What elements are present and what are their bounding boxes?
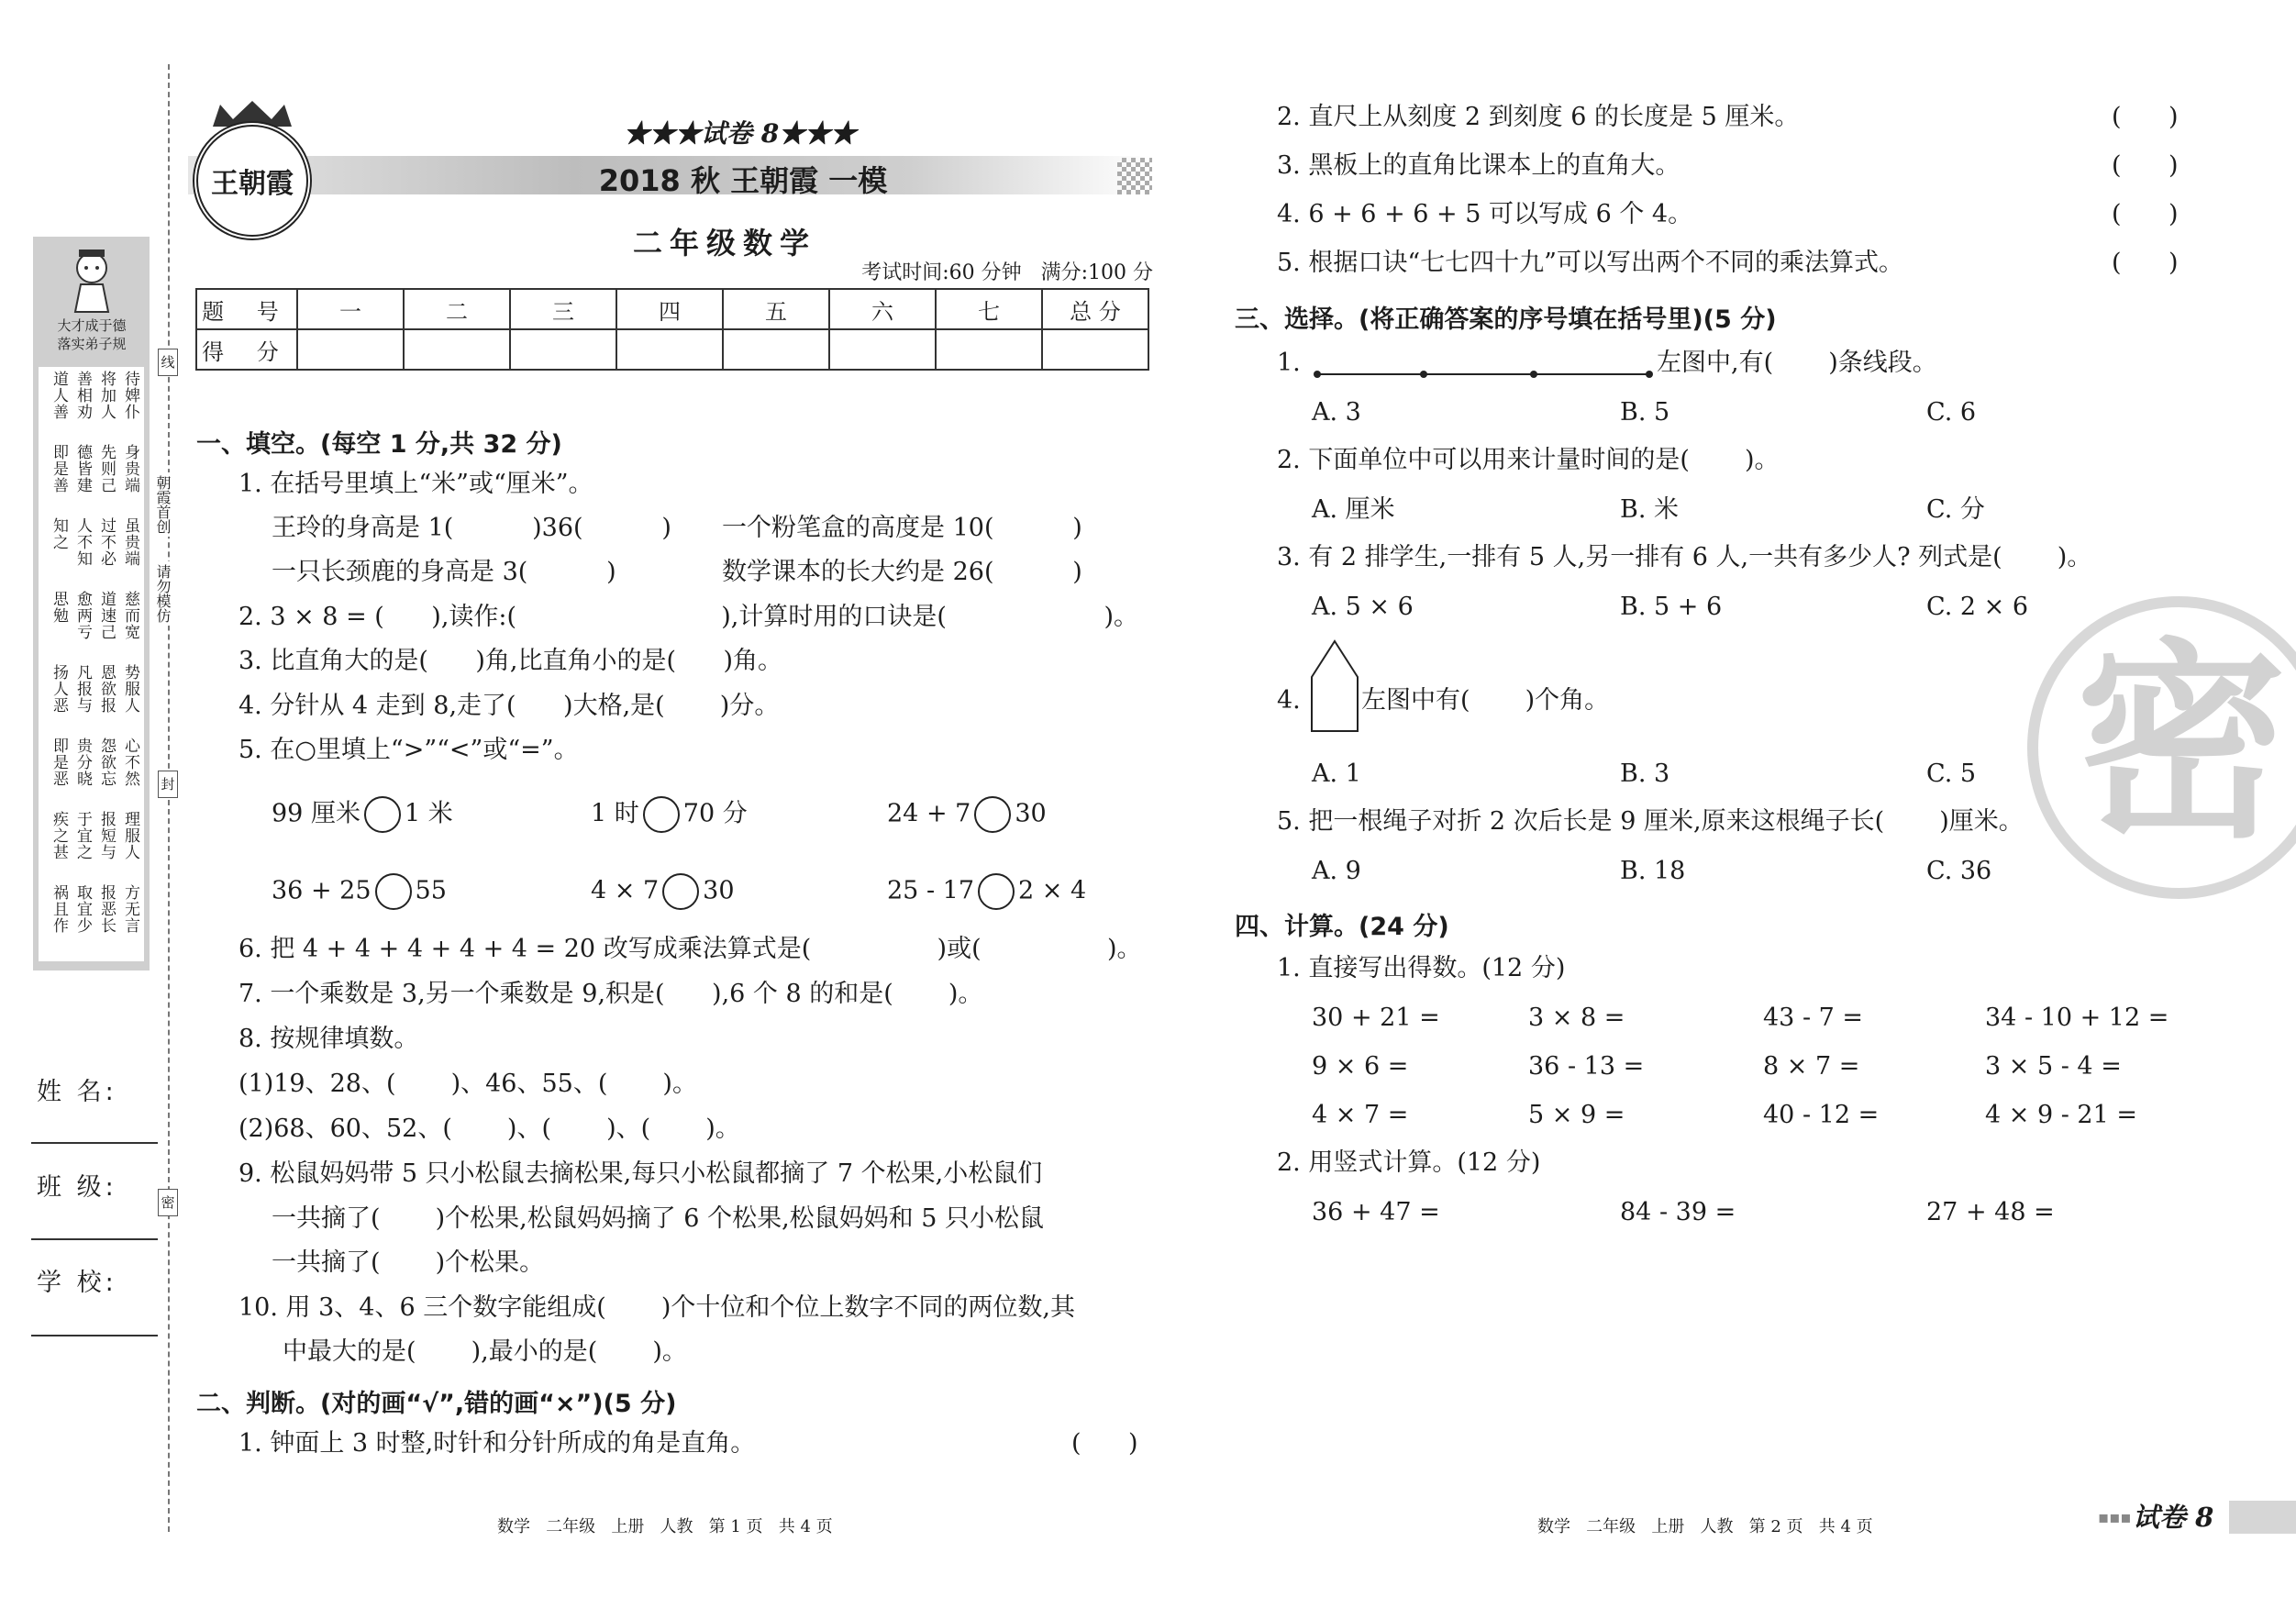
question-1-2: 2. 3 × 8 = ( ),读作:( ),计算时用的口诀是( )。 bbox=[238, 603, 1139, 631]
motto-column: 扬人恶 bbox=[50, 664, 68, 714]
score-cell: 总 分 bbox=[1042, 289, 1148, 329]
compare-left: 24 + 7 bbox=[887, 799, 971, 828]
name-line[interactable] bbox=[31, 1142, 158, 1144]
motto-column: 方无言 bbox=[121, 884, 139, 934]
grade-title: 二年级数学 bbox=[632, 226, 816, 261]
banner-checker-pattern bbox=[1117, 158, 1152, 194]
logo-text: 王朝霞 bbox=[211, 168, 294, 200]
line-segment-figure bbox=[1314, 365, 1653, 383]
compare-item bbox=[887, 796, 1047, 833]
motto-column: 凡报与 bbox=[73, 664, 92, 714]
calc-item: 43 - 7 = bbox=[1763, 1004, 1864, 1032]
motto-column: 祸且作 bbox=[50, 884, 68, 934]
compare-left: 4 × 7 bbox=[591, 876, 660, 905]
choice-option[interactable]: A. 厘米 bbox=[1312, 495, 1395, 524]
vertical-calc-item: 36 + 47 = bbox=[1312, 1198, 1440, 1226]
compare-circle[interactable] bbox=[978, 873, 1015, 910]
section-3-title: 三、选择。(将正确答案的序号填在括号里)(5 分) bbox=[1235, 305, 1777, 334]
score-cell: 七 bbox=[936, 289, 1042, 329]
figure-caption bbox=[37, 316, 147, 353]
paper-number-label: ★★★试卷 8★★★ bbox=[624, 118, 857, 149]
compare-circle[interactable] bbox=[364, 796, 401, 833]
motto-column: 过不必 bbox=[97, 517, 116, 567]
judge-item-3: 3. 黑板上的直角比课本上的直角大。 bbox=[1277, 151, 1680, 180]
pentagon-figure bbox=[1308, 638, 1361, 734]
question-1-8-2: (2)68、60、52、( )、( )、( )。 bbox=[238, 1115, 740, 1143]
score-input-cell[interactable] bbox=[1042, 329, 1148, 370]
choice-option[interactable]: B. 米 bbox=[1620, 495, 1680, 524]
class-label: 班 级: bbox=[37, 1173, 117, 1202]
judge-item-1: 1. 钟面上 3 时整,时针和分针所成的角是直角。 bbox=[238, 1429, 756, 1458]
choice-3-question: 3. 有 2 排学生,一排有 5 人,另一排有 6 人,一共有多少人? 列式是( )。 bbox=[1277, 543, 2092, 571]
choice-option[interactable]: B. 5 bbox=[1620, 398, 1670, 427]
motto-column: 恩欲报 bbox=[97, 664, 116, 714]
score-table bbox=[195, 288, 1149, 371]
choice-option[interactable]: A. 1 bbox=[1312, 760, 1361, 788]
choice-4-question: 左图中有( )个角。 bbox=[1361, 686, 1610, 715]
question-1-4: 4. 分针从 4 走到 8,走了( )大格,是( )分。 bbox=[238, 692, 780, 720]
choice-option[interactable]: C. 36 bbox=[1926, 857, 1992, 885]
calc-item: 8 × 7 = bbox=[1763, 1052, 1860, 1081]
footer-left: 数学 二年级 上册 人教 第 1 页 共 4 页 bbox=[497, 1517, 833, 1536]
compare-right: 2 × 4 bbox=[1018, 876, 1087, 905]
paper-tag: 试卷 8 bbox=[2133, 1502, 2214, 1533]
student-figure-icon bbox=[55, 240, 128, 314]
motto-column: 愈两亏 bbox=[73, 591, 92, 640]
paper-tag-bar bbox=[2229, 1501, 2296, 1534]
motto-column: 道人善 bbox=[50, 371, 68, 420]
exam-time-info: 考试时间:60 分钟 满分:100 分 bbox=[861, 261, 1153, 284]
question-1-7: 7. 一个乘数是 3,另一个乘数是 9,积是( ),6 个 8 的和是( )。 bbox=[238, 980, 983, 1008]
compare-right: 55 bbox=[415, 876, 447, 905]
score-table-header-row bbox=[196, 289, 1148, 329]
score-input-cell[interactable] bbox=[297, 329, 404, 370]
compare-right: 1 米 bbox=[404, 799, 453, 828]
choice-option[interactable]: B. 5 + 6 bbox=[1620, 593, 1723, 621]
motto-column: 虽贵端 bbox=[121, 517, 139, 567]
compare-right: 30 bbox=[703, 876, 735, 905]
motto-column: 将加人 bbox=[97, 371, 116, 420]
judge-answer-paren[interactable]: ( ) bbox=[2112, 103, 2179, 131]
choice-option[interactable]: B. 18 bbox=[1620, 857, 1686, 885]
calc-item: 40 - 12 = bbox=[1763, 1101, 1880, 1129]
choice-option[interactable]: C. 5 bbox=[1926, 760, 1977, 788]
calc-2-title: 2. 用竖式计算。(12 分) bbox=[1277, 1148, 1541, 1177]
compare-circle[interactable] bbox=[662, 873, 699, 910]
calc-item: 36 - 13 = bbox=[1528, 1052, 1645, 1081]
school-label: 学 校: bbox=[37, 1269, 117, 1297]
motto-column: 慈而宽 bbox=[121, 591, 139, 640]
score-cell: 一 bbox=[297, 289, 404, 329]
question-1-9-line2: 一共摘了( )个松果,松鼠妈妈摘了 6 个松果,松鼠妈妈和 5 只小松鼠 bbox=[272, 1204, 1044, 1233]
section-4-title: 四、计算。(24 分) bbox=[1235, 913, 1449, 941]
calc-1-title: 1. 直接写出得数。(12 分) bbox=[1277, 954, 1566, 982]
score-input-cell[interactable] bbox=[616, 329, 723, 370]
question-1-9: 9. 松鼠妈妈带 5 只小松鼠去摘松果,每只小松鼠都摘了 7 个松果,小松鼠们 bbox=[238, 1159, 1043, 1188]
motto-column: 德皆建 bbox=[73, 444, 92, 494]
choice-2-question: 2. 下面单位中可以用来计量时间的是( )。 bbox=[1277, 446, 1780, 474]
score-cell: 三 bbox=[510, 289, 616, 329]
score-input-cell[interactable] bbox=[936, 329, 1042, 370]
exam-title: 2018 秋 王朝霞 一模 bbox=[598, 163, 888, 198]
score-input-cell[interactable] bbox=[404, 329, 510, 370]
motto-column: 思勉 bbox=[50, 591, 68, 624]
binding-mark-xian: 线 bbox=[158, 349, 178, 376]
question-1-10-line2: 中最大的是( ),最小的是( )。 bbox=[283, 1337, 687, 1366]
compare-item bbox=[591, 873, 735, 910]
judge-answer-paren[interactable]: ( ) bbox=[1071, 1429, 1138, 1458]
judge-answer-paren[interactable]: ( ) bbox=[2112, 200, 2179, 228]
calc-item: 4 × 7 = bbox=[1312, 1101, 1409, 1129]
score-cell: 得 分 bbox=[196, 329, 297, 370]
compare-item bbox=[272, 796, 453, 833]
motto-column: 怨欲忘 bbox=[97, 738, 116, 787]
judge-item-4: 4. 6 + 6 + 6 + 5 可以写成 6 个 4。 bbox=[1277, 200, 1693, 228]
motto-column: 心不然 bbox=[121, 738, 139, 787]
choice-option[interactable]: C. 6 bbox=[1926, 398, 1977, 427]
binding-mark-mi: 密 bbox=[158, 1189, 178, 1216]
binding-note-2: 请勿模仿 bbox=[152, 561, 173, 626]
motto-column: 待婢仆 bbox=[121, 371, 139, 420]
choice-1-question: 左图中,有( )条线段。 bbox=[1657, 349, 1937, 377]
compare-circle[interactable] bbox=[643, 796, 680, 833]
motto-column: 报短与 bbox=[97, 811, 116, 860]
paper-tag-dots: ▪▪▪ bbox=[2098, 1508, 2132, 1527]
choice-5-question: 5. 把一根绳子对折 2 次后长是 9 厘米,原来这根绳子长( )厘米。 bbox=[1277, 807, 2024, 836]
compare-item bbox=[272, 873, 447, 910]
school-line[interactable] bbox=[31, 1335, 158, 1336]
compare-item bbox=[591, 796, 748, 833]
question-1-10: 10. 用 3、4、6 三个数字能组成( )个十位和个位上数字不同的两位数,其 bbox=[238, 1293, 1075, 1322]
question-1-1: 1. 在括号里填上“米”或“厘米”。 bbox=[238, 470, 593, 498]
compare-left: 25 - 17 bbox=[887, 876, 975, 905]
calc-item: 30 + 21 = bbox=[1312, 1004, 1440, 1032]
question-1-1d: 数学课本的长大约是 26( ) bbox=[722, 558, 1082, 586]
figure-caption-line-2: 落实弟子规 bbox=[57, 336, 127, 352]
score-cell: 二 bbox=[404, 289, 510, 329]
score-input-cell[interactable] bbox=[723, 329, 829, 370]
calc-item: 34 - 10 + 12 = bbox=[1985, 1004, 2169, 1032]
choice-option[interactable]: B. 3 bbox=[1620, 760, 1670, 788]
question-1-1a: 王玲的身高是 1( )36( ) bbox=[272, 514, 671, 542]
motto-column: 理服人 bbox=[121, 811, 139, 860]
calc-item: 5 × 9 = bbox=[1528, 1101, 1625, 1129]
motto-column: 即是善 bbox=[50, 444, 68, 494]
motto-column: 道速己 bbox=[97, 591, 116, 640]
choice-option[interactable]: A. 3 bbox=[1312, 398, 1361, 427]
compare-circle[interactable] bbox=[974, 796, 1011, 833]
motto-column: 势服人 bbox=[121, 664, 139, 714]
score-input-cell[interactable] bbox=[829, 329, 936, 370]
judge-item-5: 5. 根据口诀“七七四十九”可以写出两个不同的乘法算式。 bbox=[1277, 249, 1903, 277]
judge-item-2: 2. 直尺上从刻度 2 到刻度 6 的长度是 5 厘米。 bbox=[1277, 103, 1800, 131]
motto-column: 善相劝 bbox=[73, 371, 92, 420]
choice-option[interactable]: A. 5 × 6 bbox=[1312, 593, 1414, 621]
compare-left: 36 + 25 bbox=[272, 876, 372, 905]
choice-option[interactable]: A. 9 bbox=[1312, 857, 1361, 885]
choice-option[interactable]: C. 2 × 6 bbox=[1926, 593, 2029, 621]
score-cell: 四 bbox=[616, 289, 723, 329]
binding-mark-feng: 封 bbox=[158, 771, 178, 798]
calc-item: 9 × 6 = bbox=[1312, 1052, 1409, 1081]
judge-answer-paren[interactable]: ( ) bbox=[2112, 151, 2179, 180]
motto-column: 人不知 bbox=[73, 517, 92, 567]
motto-column: 疾之甚 bbox=[50, 811, 68, 860]
motto-column: 报恶长 bbox=[97, 884, 116, 934]
motto-column: 即是恶 bbox=[50, 738, 68, 787]
score-table-score-row bbox=[196, 329, 1148, 370]
question-1-9-line3: 一共摘了( )个松果。 bbox=[272, 1248, 545, 1277]
question-1-8: 8. 按规律填数。 bbox=[238, 1025, 419, 1053]
motto-column: 取宜少 bbox=[73, 884, 92, 934]
compare-circle[interactable] bbox=[375, 873, 412, 910]
judge-answer-paren[interactable]: ( ) bbox=[2112, 249, 2179, 277]
motto-column: 知之 bbox=[50, 517, 68, 550]
motto-column: 身贵端 bbox=[121, 444, 139, 494]
calc-item: 3 × 8 = bbox=[1528, 1004, 1625, 1032]
compare-right: 30 bbox=[1015, 799, 1047, 828]
score-cell: 五 bbox=[723, 289, 829, 329]
score-cell: 题 号 bbox=[196, 289, 297, 329]
choice-4-number: 4. bbox=[1277, 686, 1301, 715]
footer-right: 数学 二年级 上册 人教 第 2 页 共 4 页 bbox=[1537, 1517, 1873, 1536]
calc-item: 4 × 9 - 21 = bbox=[1985, 1101, 2137, 1129]
calc-item: 3 × 5 - 4 = bbox=[1985, 1052, 2122, 1081]
motto-column: 于宜之 bbox=[73, 811, 92, 860]
binding-dashed-line bbox=[168, 64, 170, 1532]
figure-caption-line-1: 大才成于德 bbox=[57, 317, 127, 334]
score-cell: 六 bbox=[829, 289, 936, 329]
motto-column: 贵分晓 bbox=[73, 738, 92, 787]
class-line[interactable] bbox=[31, 1238, 158, 1240]
question-1-6: 6. 把 4 + 4 + 4 + 4 + 4 = 20 改写成乘法算式是( )或( )。 bbox=[238, 935, 1142, 963]
question-1-1b: 一个粉笔盒的高度是 10( ) bbox=[722, 514, 1082, 542]
compare-item bbox=[887, 873, 1086, 910]
vertical-calc-item: 27 + 48 = bbox=[1926, 1198, 2055, 1226]
question-1-3: 3. 比直角大的是( )角,比直角小的是( )角。 bbox=[238, 647, 783, 675]
confidential-watermark: 密 bbox=[2075, 622, 2287, 867]
choice-option[interactable]: C. 分 bbox=[1926, 495, 1985, 524]
motto-column: 先则己 bbox=[97, 444, 116, 494]
vertical-calc-item: 84 - 39 = bbox=[1620, 1198, 1736, 1226]
question-1-1c: 一只长颈鹿的身高是 3( ) bbox=[272, 558, 616, 586]
section-2-title: 二、判断。(对的画“√”,错的画“×”)(5 分) bbox=[196, 1390, 677, 1418]
choice-1-number: 1. bbox=[1277, 349, 1301, 377]
name-label: 姓 名: bbox=[37, 1078, 117, 1106]
compare-left: 1 时 bbox=[591, 799, 639, 828]
binding-note-1: 朝霞首创 bbox=[152, 472, 173, 537]
compare-left: 99 厘米 bbox=[272, 799, 360, 828]
compare-right: 70 分 bbox=[682, 799, 748, 828]
question-1-5: 5. 在○里填上“>”“<”或“=”。 bbox=[238, 736, 579, 764]
question-1-8-1: (1)19、28、( )、46、55、( )。 bbox=[238, 1070, 697, 1098]
score-input-cell[interactable] bbox=[510, 329, 616, 370]
section-1-title: 一、填空。(每空 1 分,共 32 分) bbox=[196, 430, 562, 459]
